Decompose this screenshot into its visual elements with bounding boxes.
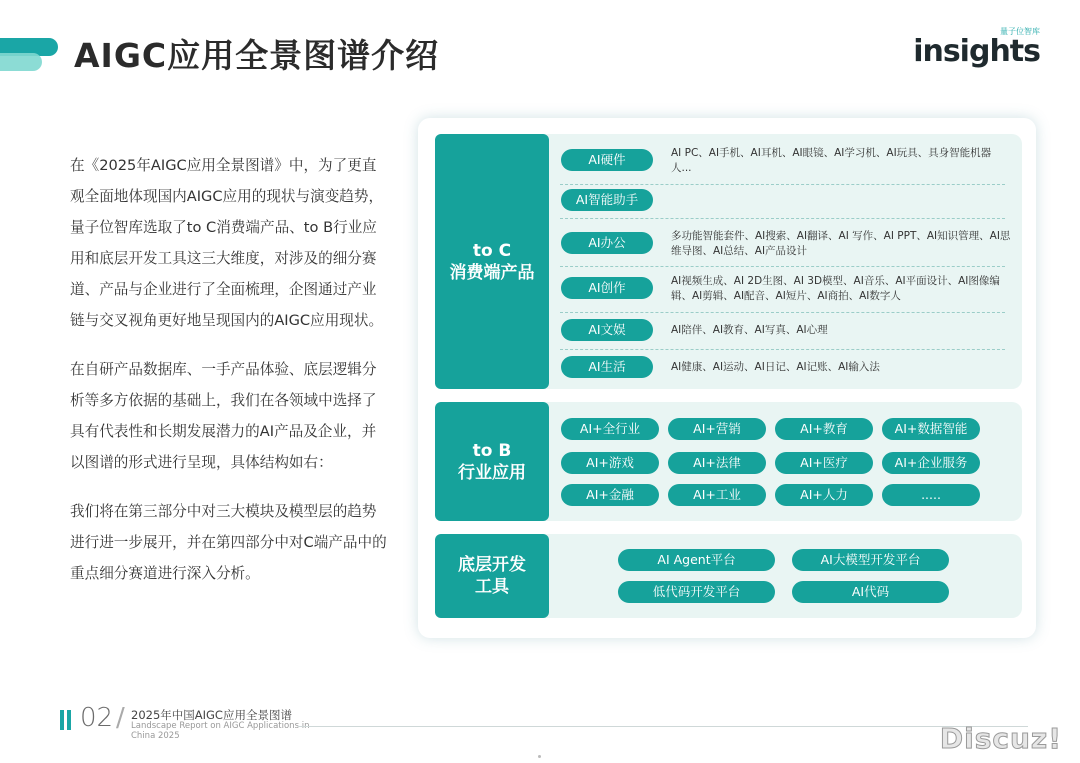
tools-heading: [435, 534, 549, 618]
tob-pill: AI+营销: [668, 418, 766, 440]
toc-desc: AI陪伴、AI教育、AI写真、AI心理: [671, 324, 828, 336]
toc-pill: AI生活: [561, 356, 653, 378]
intro-paragraph: 在《2025年AIGC应用全景图谱》中，为了更直观全面地体现国内AIGC应用的现状与演变趋势，量子位智库选取了to C消费端产品、to B行业应用和底层开发工具这三大维度，对涉及的细分赛道、产品与企业进行了全面梳理，企图通过产业链与交叉视角更好地呈现国内的AIGC应用现状。: [70, 157, 384, 329]
brand-cn: 量子位智库: [1000, 27, 1040, 36]
tob-pill: AI+游戏: [561, 452, 659, 474]
tools-heading-line1: 底层开发: [458, 555, 526, 575]
toc-heading-line1: to C: [472, 240, 512, 261]
watermark-logo: Discuz!: [939, 722, 1062, 755]
footer-title: 2025年中国AIGC应用全景图谱: [131, 708, 292, 722]
toc-pill: AI文娱: [561, 319, 653, 341]
intro-paragraph: 我们将在第三部分中对三大模块及模型层的趋势进行进一步展开，并在第四部分中对C端产品中的重点细分赛道进行深入分析。: [70, 503, 387, 582]
tob-heading-line1: to B: [472, 440, 512, 461]
divider: [560, 218, 1005, 219]
toc-pill: AI智能助手: [561, 189, 653, 211]
tob-pill: AI+工业: [668, 484, 766, 506]
tob-heading: [435, 402, 549, 521]
toc-pill: AI创作: [561, 277, 653, 299]
brand-logo: [913, 26, 1040, 72]
intro-text: [70, 150, 390, 607]
toc-heading: [435, 134, 549, 389]
divider: [560, 349, 1005, 350]
tools-pill: AI代码: [792, 581, 949, 603]
tob-pill: .....: [882, 484, 980, 506]
toc-heading-line2: 消费端产品: [449, 262, 535, 283]
tob-pill: AI+金融: [561, 484, 659, 506]
page-slash: /: [116, 703, 125, 733]
toc-desc: AI视频生成、AI 2D生图、AI 3D模型、AI音乐、AI平面设计、AI图像编辑、AI剪辑、AI配音、AI短片、AI商拍、AI数字人: [671, 275, 1000, 302]
toc-desc: 多功能智能套件、AI搜索、AI翻译、AI 写作、AI PPT、AI知识管理、AI思维导图、AI总结、AI产品设计: [671, 230, 1011, 257]
intro-paragraph: 在自研产品数据库、一手产品体验、底层逻辑分析等多方依据的基础上，我们在各领域中选择了具有代表性和长期发展潜力的AI产品及企业，并以图谱的形式进行呈现，具体结构如右：: [70, 361, 377, 471]
footer-divider: [298, 726, 1028, 727]
tob-pill: AI+法律: [668, 452, 766, 474]
footer-subtitle: Landscape Report on AIGC Applications in China 2025: [131, 721, 310, 741]
tools-heading-line2: 工具: [475, 577, 509, 597]
tools-pill: AI大模型开发平台: [792, 549, 949, 571]
tob-pill: AI+医疗: [775, 452, 873, 474]
tob-pill: AI+人力: [775, 484, 873, 506]
tools-pill: AI Agent平台: [618, 549, 775, 571]
decoration-bar: [0, 53, 42, 71]
divider: [560, 266, 1005, 267]
divider: [560, 312, 1005, 313]
page-marker: [60, 710, 64, 730]
toc-pill: AI硬件: [561, 149, 653, 171]
page-title: AIGC应用全景图谱介绍: [74, 36, 440, 75]
tob-pill: AI+企业服务: [882, 452, 980, 474]
page-marker: [67, 710, 71, 730]
page-number: 02: [80, 703, 114, 733]
tools-pill: 低代码开发平台: [618, 581, 775, 603]
tob-pill: AI+全行业: [561, 418, 659, 440]
page-dot: [538, 755, 541, 758]
tob-pill: AI+数据智能: [882, 418, 980, 440]
divider: [560, 184, 1005, 185]
tob-heading-line2: 行业应用: [458, 462, 526, 483]
title-decoration: [0, 38, 60, 74]
toc-desc: AI PC、AI手机、AI耳机、AI眼镜、AI学习机、AI玩具、具身智能机器人...: [671, 147, 992, 174]
toc-desc: AI健康、AI运动、AI日记、AI记账、AI输入法: [671, 361, 880, 373]
tob-pill: AI+教育: [775, 418, 873, 440]
brand-en: insights: [913, 34, 1040, 69]
toc-pill: AI办公: [561, 232, 653, 254]
